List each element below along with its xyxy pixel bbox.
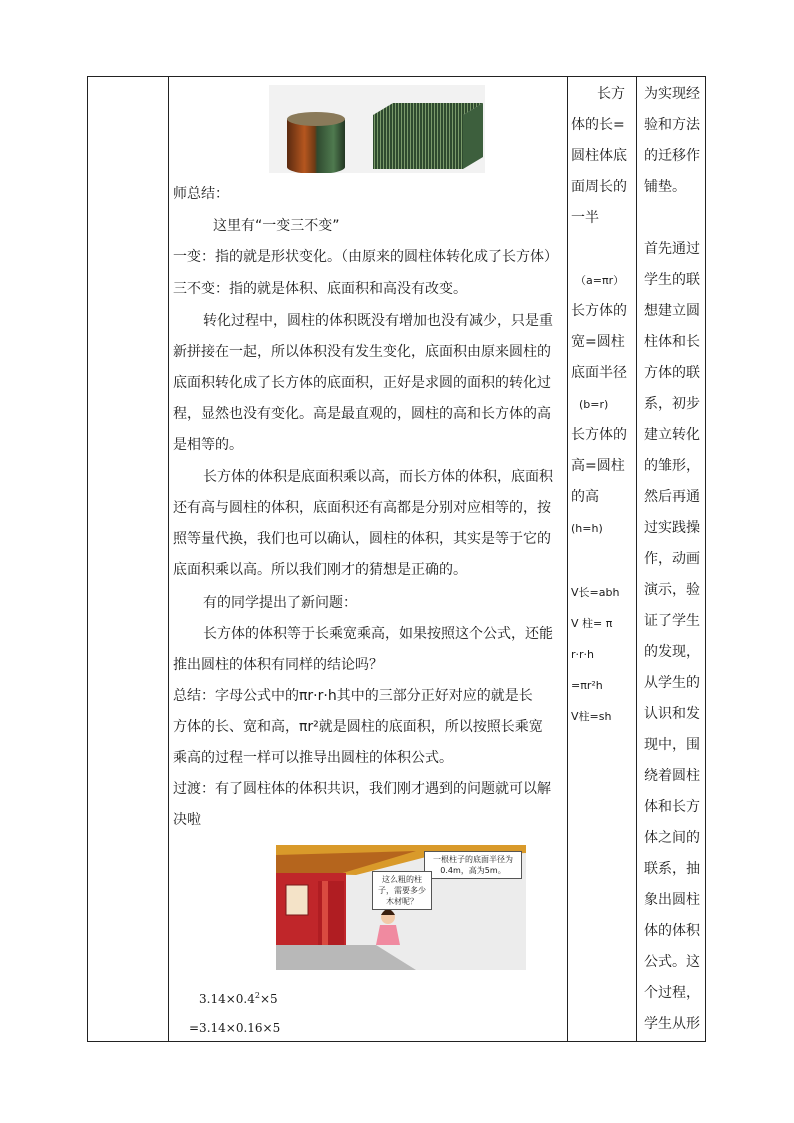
paragraph-line: 照等量代换，我们也可以确认，圆柱的体积，其实是等于它的 xyxy=(173,531,551,547)
design-intent-line: 联系，抽 xyxy=(644,861,700,877)
design-intent-cell xyxy=(640,77,706,1041)
calculation-line-1: $3.14\times 0.4^2\times 5$ xyxy=(199,991,278,1006)
teacher-summary-label: 师总结： xyxy=(173,186,229,202)
note-line: 圆柱体底 xyxy=(571,148,627,164)
design-intent-line: 为实现经 xyxy=(644,86,700,102)
paragraph-line: 转化过程中，圆柱的体积既没有增加也没有减少，只是重 xyxy=(203,313,553,329)
pillar-illustration xyxy=(276,845,526,970)
transition-line: 决啦 xyxy=(173,812,201,828)
note-line: 面周长的 xyxy=(571,179,627,195)
design-intent-line: 从学生的 xyxy=(644,675,700,691)
design-intent-line: 作，动画 xyxy=(644,551,700,567)
design-intent-line: 绕着圆柱 xyxy=(644,768,700,784)
design-intent-line: 铺垫。 xyxy=(644,179,686,195)
design-intent-line: 的发现， xyxy=(644,644,700,660)
summary-line: 总结：字母公式中的πr·r·h其中的三部分正好对应的就是长 xyxy=(173,688,533,704)
paragraph-line: 程，显然也没有变化。高是最直观的，圆柱的高和长方体的高 xyxy=(173,406,551,422)
question-line: 长方体的体积等于长乘宽乘高，如果按照这个公式，还能 xyxy=(203,626,553,642)
volume-formula: =πr²h xyxy=(571,679,603,692)
three-same-text: 三不变：指的就是体积、底面积和高没有改变。 xyxy=(173,281,467,297)
lesson-table xyxy=(87,76,706,1042)
design-intent-line: 过实践操 xyxy=(644,520,700,536)
note-line: 的高 xyxy=(571,489,599,505)
design-intent-line: 建立转化 xyxy=(644,427,700,443)
paragraph-line: 底面积乘以高。所以我们刚才的猜想是正确的。 xyxy=(173,562,467,578)
design-intent-line: 然后再通 xyxy=(644,489,700,505)
one-change-three-same-heading: 这里有“一变三不变” xyxy=(213,218,340,234)
design-intent-line: 演示，验 xyxy=(644,582,700,598)
paragraph-line: 是相等的。 xyxy=(173,437,243,453)
design-intent-line: 现中，围 xyxy=(644,737,700,753)
design-intent-line: 体和长方 xyxy=(644,799,700,815)
transition-line: 过渡：有了圆柱体的体积共识，我们刚才遇到的问题就可以解 xyxy=(173,781,551,797)
design-intent-line: 验和方法 xyxy=(644,117,700,133)
design-intent-line: 首先通过 xyxy=(644,241,700,257)
speech-bubble-left: 这么粗的柱子，需要多少木材呢？ xyxy=(372,871,432,910)
note-line: 长方体的 xyxy=(571,427,627,443)
design-intent-line: 方体的联 xyxy=(644,365,700,381)
design-intent-line: 个过程， xyxy=(644,985,700,1001)
volume-formula: r·r·h xyxy=(571,648,595,661)
design-intent-line: 学生从形 xyxy=(644,1016,700,1032)
new-question-text: 有的同学提出了新问题： xyxy=(203,595,357,611)
note-line: 高=圆柱 xyxy=(571,458,625,474)
paragraph-line: 新拼接在一起，所以体积没有发生变化，底面积由原来圆柱的 xyxy=(173,344,551,360)
question-line: 推出圆柱的体积有同样的结论吗？ xyxy=(173,657,383,673)
note-line: 体的长= xyxy=(571,117,625,133)
design-intent-line: 证了学生 xyxy=(644,613,700,629)
note-line: 宽=圆柱 xyxy=(571,334,625,350)
design-intent-line: 体之间的 xyxy=(644,830,700,846)
paragraph-line: 长方体的体积是底面积乘以高，而长方体的体积，底面积 xyxy=(203,469,553,485)
summary-line: 方体的长、宽和高，πr²就是圆柱的底面积，所以按照长乘宽 xyxy=(173,719,543,735)
cylinder-to-cuboid-figure xyxy=(269,85,485,173)
design-intent-line: 柱体和长 xyxy=(644,334,700,350)
design-intent-line: 系，初步 xyxy=(644,396,700,412)
one-change-text: 一变：指的就是形状变化。（由原来的圆柱体转化成了长方体） xyxy=(173,249,558,265)
summary-line: 乘高的过程一样可以推导出圆柱的体积公式。 xyxy=(173,750,453,766)
b-formula: (b=r) xyxy=(579,398,609,411)
note-line: 一半 xyxy=(571,210,599,226)
h-formula: (h=h) xyxy=(571,522,603,535)
paragraph-line: 还有高与圆柱的体积，底面积还有高都是分别对应相等的，按 xyxy=(173,500,551,516)
note-line: 底面半径 xyxy=(571,365,627,381)
design-intent-line: 公式。这 xyxy=(644,954,700,970)
design-intent-line: 的雏形， xyxy=(644,458,700,474)
calculation-line-2: =3.14×0.16×5 xyxy=(189,1021,281,1035)
paragraph-line: 底面积转化成了长方体的底面积，正好是求圆的面积的转化过 xyxy=(173,375,551,391)
design-intent-line: 体的体积 xyxy=(644,923,700,939)
board-notes-cell xyxy=(569,77,635,1041)
design-intent-line: 象出圆柱 xyxy=(644,892,700,908)
design-intent-line: 想建立圆 xyxy=(644,303,700,319)
design-intent-line: 学生的联 xyxy=(644,272,700,288)
note-line: 长方 xyxy=(597,86,625,102)
note-line: 长方体的 xyxy=(571,303,627,319)
volume-formula: V 柱= π xyxy=(571,617,613,630)
speech-bubble-right: 一根柱子的底面半径为0.4m，高为5m。 xyxy=(424,851,522,879)
volume-formula: V长=abh xyxy=(571,586,620,599)
volume-formula: V柱=sh xyxy=(571,710,612,723)
a-formula: （a=πr） xyxy=(575,274,625,287)
design-intent-line: 的迁移作 xyxy=(644,148,700,164)
design-intent-line: 认识和发 xyxy=(644,706,700,722)
